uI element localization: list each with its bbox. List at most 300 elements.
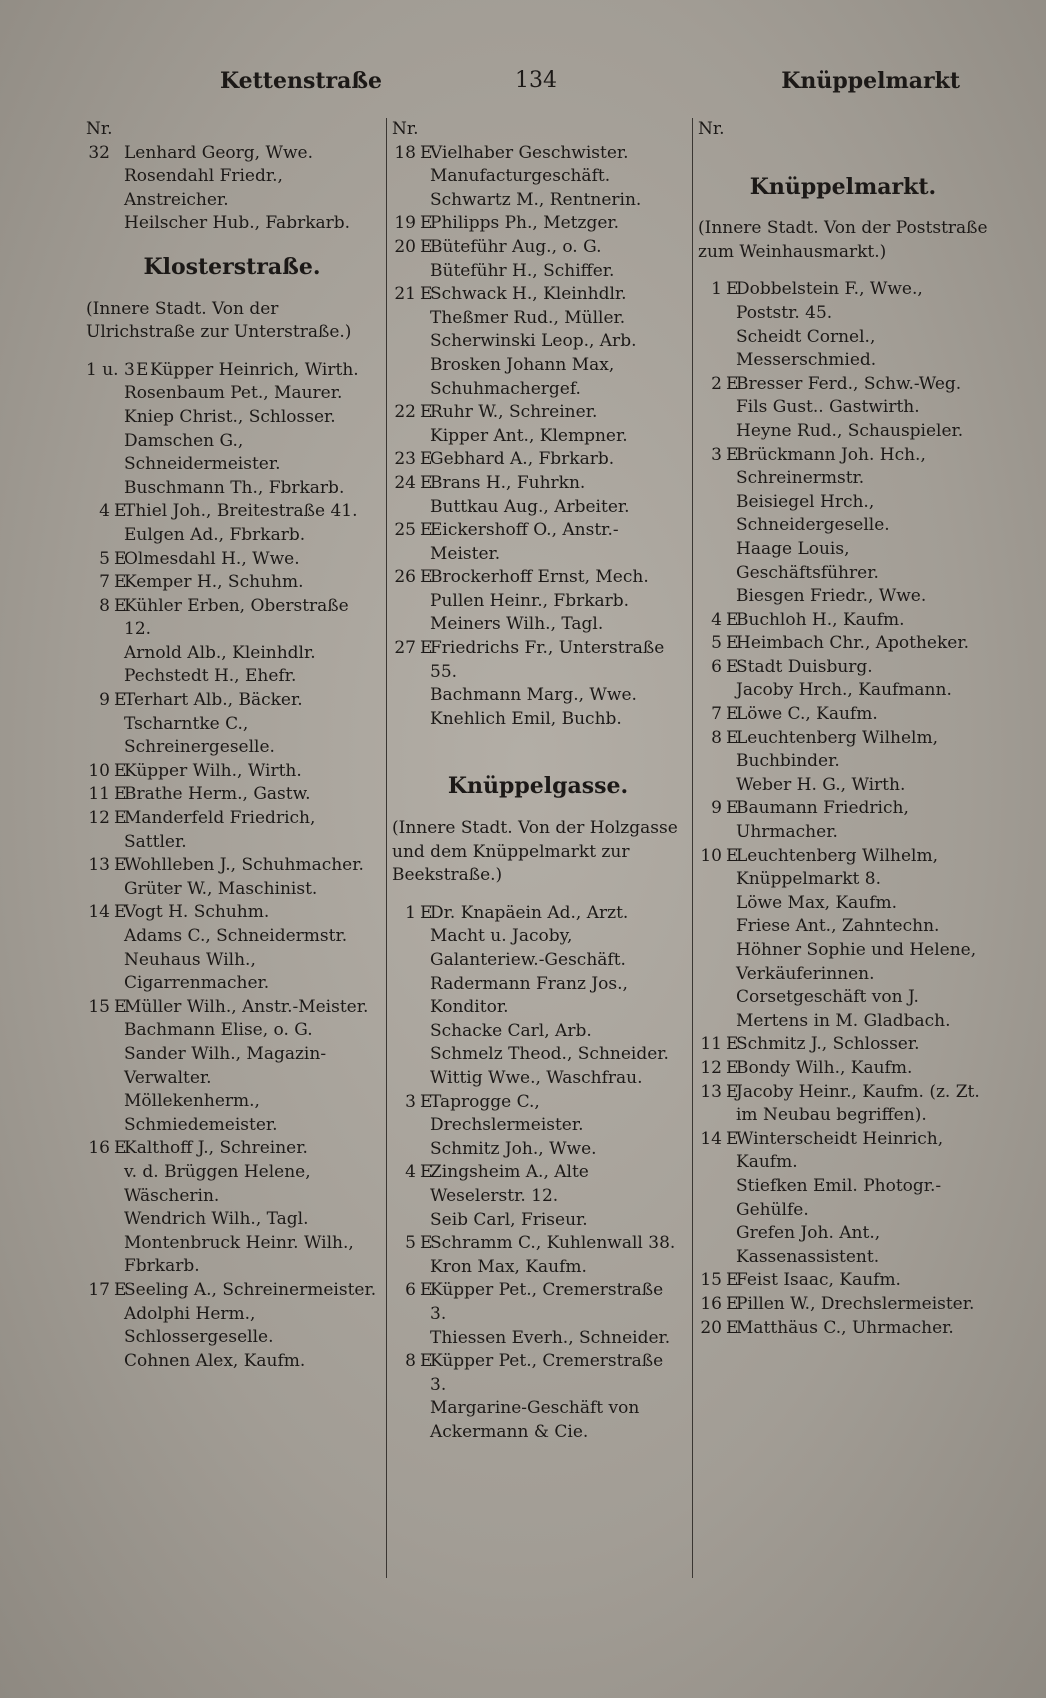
resident-entry: Weber H. G., Wirth. (736, 774, 906, 795)
owner-marker: E (420, 1233, 433, 1254)
directory-entry (86, 595, 378, 642)
owner-marker: E (114, 572, 127, 593)
directory-entry (698, 1081, 988, 1128)
resident-entry: Terhart Alb., Bäcker. (124, 690, 303, 711)
directory-entry (392, 1020, 684, 1044)
directory-entry (698, 656, 988, 680)
resident-entry: Vielhaber Geschwister. Manufacturgeschäft. (430, 142, 629, 187)
owner-marker: E (420, 142, 433, 163)
directory-entry (392, 973, 684, 1020)
resident-entry: Seib Carl, Friseur. (430, 1209, 588, 1230)
directory-entry (698, 892, 988, 916)
resident-entry: Schramm C., Kuhlenwall 38. (430, 1233, 676, 1254)
resident-entry: Brockerhoff Ernst, Mech. (430, 567, 649, 588)
directory-entry (698, 1033, 988, 1057)
directory-entry (86, 165, 378, 212)
directory-entry (392, 330, 684, 354)
resident-entry: Leuchtenberg Wilhelm, Buchbinder. (736, 727, 938, 772)
resident-entry: Rosenbaum Pet., Maurer. (124, 383, 343, 404)
directory-entry (392, 902, 684, 926)
resident-entry: Kemper H., Schuhm. (124, 572, 304, 593)
street-heading: Klosterstraße. (143, 253, 321, 280)
resident-entry: Grefen Joh. Ant., Kassenassistent. (736, 1223, 881, 1267)
house-number: 1 (405, 902, 416, 923)
directory-entry (86, 1303, 378, 1350)
directory-entry (86, 359, 378, 383)
directory-entry (392, 1209, 684, 1233)
house-number: 14 (700, 1128, 722, 1149)
resident-entry: Wohlleben J., Schuhmacher. (124, 855, 364, 876)
directory-entry (392, 1232, 684, 1256)
directory-entry (392, 708, 684, 732)
resident-entry: Stadt Duisburg. (736, 656, 873, 677)
owner-marker: E (420, 402, 433, 423)
resident-entry: Bachmann Elise, o. G. (124, 1020, 313, 1041)
house-number: 12 (700, 1057, 722, 1078)
resident-entry: Kühler Erben, Oberstraße 12. (124, 595, 349, 640)
resident-entry: Theßmer Rud., Müller. (430, 307, 626, 328)
resident-entry: Thiessen Everh., Schneider. (430, 1327, 671, 1348)
resident-entry: Damschen G., Schneidermeister. (124, 430, 281, 475)
resident-entry: Tscharntke C., Schreinergeselle. (124, 713, 275, 758)
house-number: 15 (88, 996, 110, 1017)
directory-entry (698, 1269, 988, 1293)
directory-entry (392, 1256, 684, 1280)
directory-entry (392, 925, 684, 972)
house-number: 21 (394, 284, 416, 305)
owner-marker: E (114, 808, 127, 829)
owner-marker: E (114, 501, 127, 522)
resident-entry: Olmesdahl H., Wwe. (124, 548, 300, 569)
street-heading: Knüppelgasse. (447, 773, 629, 800)
resident-entry: Winterscheidt Heinrich, Kaufm. (736, 1128, 944, 1173)
directory-entry (392, 1350, 684, 1397)
house-number: 22 (394, 402, 416, 423)
resident-entry: Cohnen Alex, Kaufm. (124, 1350, 306, 1371)
directory-entry (86, 925, 378, 949)
street-intro: (Innere Stadt. Von der Holzgasse und dem Knüppelmarkt zur Beekstraße.) (392, 818, 678, 886)
resident-entry: Brathe Herm., Gastw. (124, 784, 311, 805)
house-number: 6 (711, 656, 722, 677)
resident-entry: v. d. Brüggen Helene, Wäscherin. (124, 1161, 311, 1206)
directory-entry (86, 642, 378, 666)
resident-entry: Friedrichs Fr., Unterstraße 55. (430, 638, 665, 682)
owner-marker: E (420, 449, 433, 470)
house-number: 5 (99, 548, 110, 569)
directory-entry (392, 307, 684, 331)
directory-entry (86, 854, 378, 878)
owner-marker: E (420, 213, 433, 234)
house-number: 8 (99, 595, 110, 616)
resident-entry: Scheidt Cornel., Messerschmied. (736, 326, 877, 371)
resident-entry: Philipps Ph., Metzger. (430, 213, 620, 234)
resident-entry: Baumann Friedrich, Uhrmacher. (736, 798, 909, 843)
resident-entry: Thiel Joh., Breitestraße 41. (124, 501, 358, 522)
resident-entry: Dr. Knapäein Ad., Arzt. (430, 902, 629, 923)
resident-entry: Küpper Pet., Cremerstraße 3. (430, 1351, 664, 1395)
directory-entry (86, 1019, 378, 1043)
resident-entry: Montenbruck Heinr. Wilh., Fbrkarb. (124, 1232, 354, 1277)
owner-marker: E (420, 236, 433, 257)
resident-entry: Leuchtenberg Wilhelm, Knüppelmarkt 8. (736, 845, 938, 890)
resident-entry: Adams C., Schneidermstr. (124, 926, 348, 946)
directory-entry (392, 1161, 684, 1208)
owner-marker: E (420, 567, 433, 588)
owner-marker: E (726, 1034, 739, 1055)
directory-entry (698, 444, 988, 491)
directory-entry (392, 566, 684, 590)
resident-entry: Büteführ H., Schiffer. (430, 260, 615, 281)
directory-entry (698, 278, 988, 325)
resident-entry: Jacoby Hrch., Kaufmann. (736, 680, 952, 701)
resident-entry: Heilscher Hub., Fabrkarb. (124, 213, 351, 234)
owner-marker: E (726, 656, 739, 677)
directory-entry (698, 585, 988, 609)
directory-entry (698, 1128, 988, 1175)
owner-marker: E (420, 638, 433, 659)
resident-entry: Höhner Sophie und Helene, Verkäuferinnen. (736, 940, 977, 984)
resident-entry: Pechstedt H., Ehefr. (124, 666, 297, 687)
directory-entry (86, 783, 378, 807)
directory-entry (698, 797, 988, 844)
house-number: 8 (711, 727, 722, 748)
owner-marker: E (726, 633, 739, 654)
resident-entry: Scherwinski Leop., Arb. (430, 331, 637, 352)
directory-entry (86, 901, 378, 925)
resident-entry: Eickershoff O., Anstr.-Meister. (430, 520, 619, 564)
klosterstrasse-entries (86, 359, 378, 1374)
directory-entry (698, 939, 988, 986)
owner-marker: E (726, 1270, 739, 1291)
resident-entry: Kalthoff J., Schreiner. (124, 1138, 308, 1159)
resident-entry: Neuhaus Wilh., Cigarrenmacher. (124, 949, 270, 994)
directory-entry (698, 986, 988, 1033)
resident-entry: Müller Wilh., Anstr.-Meister. (124, 996, 369, 1017)
directory-entry (86, 548, 378, 572)
resident-entry: Wendrich Wilh., Tagl. (124, 1209, 309, 1230)
house-number: 4 (405, 1162, 416, 1183)
house-number: 19 (394, 213, 416, 234)
owner-marker: E (114, 1138, 127, 1159)
owner-marker: E (420, 1351, 433, 1372)
house-number: 32 (88, 142, 110, 163)
column-3 (698, 118, 988, 1340)
directory-entry (392, 496, 684, 520)
directory-entry (86, 406, 378, 430)
nr-label: Nr. (698, 119, 725, 139)
directory-entry (86, 665, 378, 689)
resident-entry: Buttkau Aug., Arbeiter. (430, 496, 630, 517)
resident-entry: Gebhard A., Fbrkarb. (430, 449, 615, 470)
directory-entry (698, 396, 988, 420)
directory-entry (392, 189, 684, 213)
directory-entry (392, 1043, 684, 1067)
owner-marker: E (726, 845, 739, 866)
house-number: 5 (711, 633, 722, 654)
house-number: 9 (99, 690, 110, 711)
nr-label: Nr. (392, 119, 419, 139)
owner-marker: E (114, 690, 127, 711)
directory-entry (392, 283, 684, 307)
resident-entry: Feist Isaac, Kaufm. (736, 1270, 901, 1291)
owner-marker: E (726, 279, 739, 300)
owner-marker: E (114, 595, 127, 616)
directory-entry (86, 1043, 378, 1090)
directory-entry (392, 1067, 684, 1091)
directory-entry (698, 1222, 988, 1269)
column-1 (86, 118, 378, 1373)
klosterstrasse-continued-entries (392, 142, 684, 732)
directory-entry (698, 774, 988, 798)
resident-entry: Taprogge C., Drechslermeister. (430, 1091, 584, 1136)
column-divider (692, 118, 693, 1578)
directory-entry (392, 613, 684, 637)
owner-marker: E (136, 359, 149, 380)
page-number: 134 (515, 68, 557, 93)
resident-entry: Schmitz J., Schlosser. (736, 1034, 920, 1055)
street-intro: (Innere Stadt. Von der Poststraße zum Weinhausmarkt.) (698, 218, 988, 262)
house-number: 16 (700, 1293, 722, 1314)
resident-entry: Küpper Wilh., Wirth. (124, 760, 302, 781)
resident-entry: Kniep Christ., Schlosser. (124, 406, 336, 427)
directory-entry (698, 845, 988, 892)
house-number: 17 (88, 1279, 110, 1300)
owner-marker: E (114, 996, 127, 1017)
house-number: 27 (394, 638, 416, 659)
resident-entry: Schwartz M., Rentnerin. (430, 189, 642, 210)
directory-entry (86, 949, 378, 996)
directory-entry (86, 689, 378, 713)
house-number: 4 (99, 501, 110, 522)
house-number: 23 (394, 449, 416, 470)
resident-entry: Möllekenherm., Schmiedemeister. (124, 1091, 278, 1135)
house-number: 3 (405, 1091, 416, 1112)
header-right-street: Knüppelmarkt (781, 68, 960, 94)
owner-marker: E (420, 472, 433, 493)
house-number: 2 (711, 373, 722, 394)
directory-entry (392, 1397, 684, 1444)
directory-entry (698, 1317, 988, 1341)
directory-entry (86, 477, 378, 501)
resident-entry: Brans H., Fuhrkn. (430, 472, 586, 493)
owner-marker: E (114, 548, 127, 569)
owner-marker: E (726, 373, 739, 394)
resident-entry: Manderfeld Friedrich, Sattler. (124, 808, 316, 852)
directory-entry (86, 500, 378, 524)
resident-entry: Ruhr W., Schreiner. (430, 402, 598, 423)
resident-entry: Schmelz Theod., Schneider. (430, 1044, 669, 1065)
resident-entry: Heyne Rud., Schauspieler. (736, 420, 964, 441)
directory-entry (392, 354, 684, 401)
directory-entry (698, 1057, 988, 1081)
header-left-street: Kettenstraße (220, 68, 383, 94)
house-number: 11 (700, 1034, 722, 1055)
resident-entry: Heimbach Chr., Apotheker. (736, 633, 970, 654)
directory-entry (86, 142, 378, 166)
resident-entry: Haage Louis, Geschäftsführer. (736, 538, 879, 583)
owner-marker: E (420, 520, 433, 541)
house-number: 10 (700, 845, 722, 866)
page-header (80, 68, 960, 108)
resident-entry: Corsetgeschäft von J. Mertens in M. Gladbach. (736, 987, 951, 1031)
directory-entry (392, 637, 684, 684)
resident-entry: Buchloh H., Kaufm. (736, 609, 905, 630)
directory-entry (86, 430, 378, 477)
resident-entry: Biesgen Friedr., Wwe. (736, 586, 927, 607)
house-number: 9 (711, 798, 722, 819)
directory-entry (392, 212, 684, 236)
directory-entry (698, 1293, 988, 1317)
house-number: 1 (711, 279, 722, 300)
resident-entry: Stiefken Emil. Photogr.-Gehülfe. (736, 1175, 942, 1220)
resident-entry: Pillen W., Drechslermeister. (736, 1293, 975, 1314)
directory-entry (698, 1175, 988, 1222)
directory-entry (392, 590, 684, 614)
owner-marker: E (726, 1128, 739, 1149)
resident-entry: Schmitz Joh., Wwe. (430, 1138, 597, 1159)
directory-entry (392, 1091, 684, 1138)
directory-entry (86, 1090, 378, 1137)
owner-marker: E (726, 444, 739, 465)
resident-entry: Sander Wilh., Magazin-Verwalter. (124, 1043, 327, 1088)
resident-entry: Schwack H., Kleinhdlr. (430, 284, 627, 305)
directory-entry (698, 727, 988, 774)
directory-entry (392, 472, 684, 496)
house-number: 4 (711, 609, 722, 630)
resident-entry: Küpper Heinrich, Wirth. (150, 359, 359, 380)
owner-marker: E (420, 284, 433, 305)
resident-entry: Bresser Ferd., Schw.-Weg. (736, 373, 962, 394)
resident-entry: Bachmann Marg., Wwe. (430, 685, 637, 706)
directory-entry (698, 632, 988, 656)
knueppelgasse-entries (392, 902, 684, 1445)
owner-marker: E (726, 1317, 739, 1338)
resident-entry: Adolphi Herm., Schlossergeselle. (124, 1303, 274, 1348)
resident-entry: Wittig Wwe., Waschfrau. (430, 1067, 643, 1088)
directory-entry (392, 1327, 684, 1351)
knueppelmarkt-entries (698, 278, 988, 1340)
resident-entry: Buschmann Th., Fbrkarb. (124, 477, 345, 498)
resident-entry: Pullen Heinr., Fbrkarb. (430, 590, 630, 611)
directory-entry (86, 212, 378, 236)
directory-entry (86, 760, 378, 784)
resident-entry: Arnold Alb., Kleinhdlr. (124, 642, 316, 663)
house-number: 7 (99, 572, 110, 593)
directory-entry (392, 448, 684, 472)
directory-entry (86, 1232, 378, 1279)
resident-entry: Lenhard Georg, Wwe. (124, 142, 313, 163)
resident-entry: Büteführ Aug., o. G. (430, 236, 602, 257)
resident-entry: Seeling A., Schreinermeister. (124, 1279, 377, 1300)
owner-marker: E (726, 727, 739, 748)
resident-entry: Jacoby Heinr., Kaufm. (z. Zt. im Neubau begriffen). (736, 1081, 980, 1126)
directory-entry (86, 1279, 378, 1303)
owner-marker: E (420, 902, 433, 923)
house-number: 14 (88, 902, 110, 923)
directory-entry (86, 1137, 378, 1161)
house-number: 13 (700, 1081, 722, 1102)
directory-entry (698, 679, 988, 703)
directory-entry (392, 1279, 684, 1326)
column-divider (386, 118, 387, 1578)
house-number: 15 (700, 1270, 722, 1291)
resident-entry: Löwe Max, Kaufm. (736, 892, 898, 913)
owner-marker: E (726, 1293, 739, 1314)
owner-marker: E (726, 798, 739, 819)
resident-entry: Bondy Wilh., Kaufm. (736, 1057, 913, 1078)
directory-entry (86, 1208, 378, 1232)
house-number: 26 (394, 567, 416, 588)
resident-entry: Macht u. Jacoby, Galanteriew.-Geschäft. (430, 926, 626, 970)
resident-entry: Kipper Ant., Klempner. (430, 425, 628, 446)
owner-marker: E (420, 1091, 433, 1112)
owner-marker: E (114, 855, 127, 876)
owner-marker: E (420, 1162, 433, 1183)
directory-entry (86, 1350, 378, 1374)
directory-entry (698, 538, 988, 585)
directory-entry (392, 1138, 684, 1162)
resident-entry: Friese Ant., Zahntechn. (736, 916, 940, 937)
resident-entry: Vogt H. Schuhm. (124, 902, 270, 923)
house-number: 24 (394, 472, 416, 493)
house-number: 10 (88, 760, 110, 781)
resident-entry: Fils Gust.. Gastwirth. (736, 397, 920, 418)
resident-entry: Matthäus C., Uhrmacher. (736, 1317, 954, 1338)
directory-entry (86, 524, 378, 548)
resident-entry: Löwe C., Kaufm. (736, 704, 878, 725)
directory-entry (392, 684, 684, 708)
owner-marker: E (114, 902, 127, 923)
directory-entry (698, 420, 988, 444)
owner-marker: E (114, 1279, 127, 1300)
owner-marker: E (726, 1081, 739, 1102)
column-2 (392, 118, 684, 1444)
directory-entry (698, 915, 988, 939)
resident-entry: Radermann Franz Jos., Konditor. (430, 973, 628, 1018)
owner-marker: E (726, 1057, 739, 1078)
house-number: 3 (711, 444, 722, 465)
owner-marker: E (726, 704, 739, 725)
nr-label: Nr. (86, 119, 113, 139)
directory-entry (698, 703, 988, 727)
resident-entry: Meiners Wilh., Tagl. (430, 614, 604, 635)
directory-entry (392, 401, 684, 425)
house-number: 25 (394, 520, 416, 541)
directory-entry (698, 326, 988, 373)
owner-marker: E (726, 609, 739, 630)
house-number: 18 (394, 142, 416, 163)
directory-entry (392, 236, 684, 260)
house-number: 12 (88, 808, 110, 829)
directory-entry (86, 807, 378, 854)
owner-marker: E (420, 1280, 433, 1301)
resident-entry: Rosendahl Friedr., Anstreicher. (124, 166, 283, 210)
resident-entry: Küpper Pet., Cremerstraße 3. (430, 1280, 664, 1324)
directory-entry (392, 142, 684, 189)
resident-entry: Grüter W., Maschinist. (124, 878, 318, 899)
resident-entry: Beisiegel Hrch., Schneidergeselle. (736, 491, 890, 536)
directory-entry (86, 571, 378, 595)
resident-entry: Margarine-Geschäft von Ackermann & Cie. (430, 1398, 640, 1442)
resident-entry: Zingsheim A., Alte Weselerstr. 12. (430, 1162, 589, 1206)
directory-entry (392, 425, 684, 449)
directory-entry (86, 382, 378, 406)
directory-entry (86, 996, 378, 1020)
directory-entry (86, 878, 378, 902)
directory-entry (698, 491, 988, 538)
house-number: 20 (394, 236, 416, 257)
house-number: 20 (700, 1317, 722, 1338)
